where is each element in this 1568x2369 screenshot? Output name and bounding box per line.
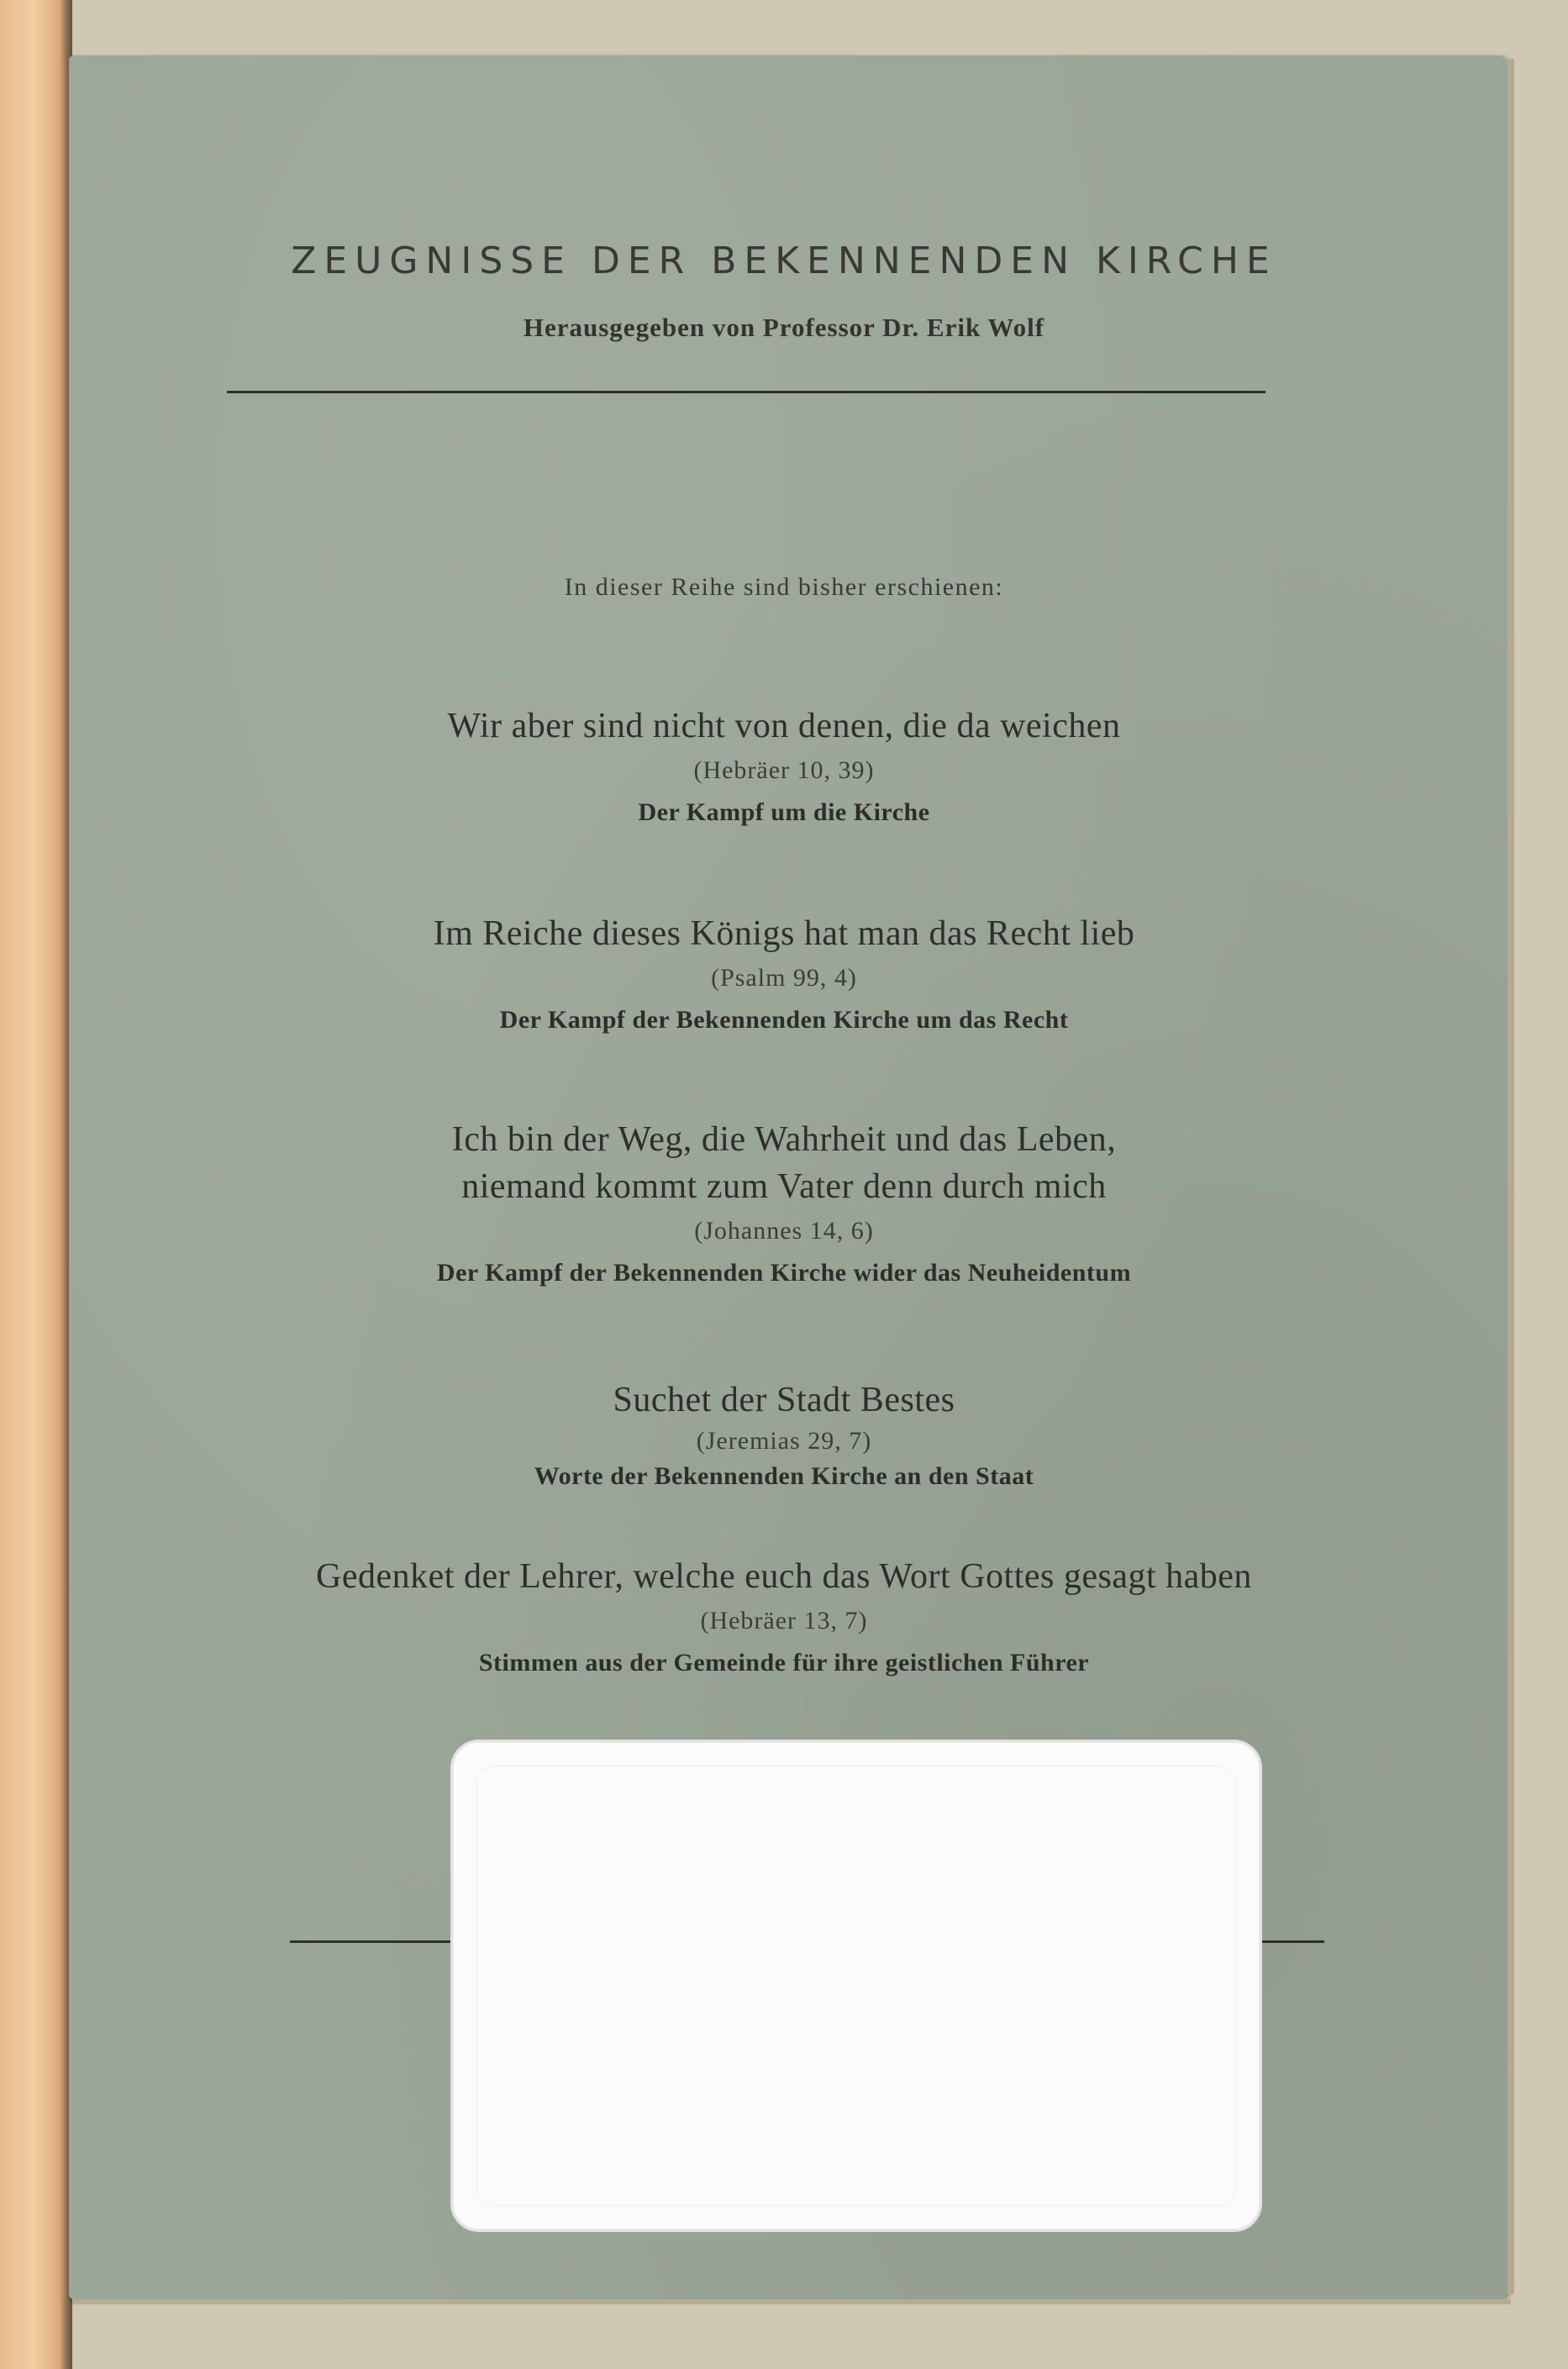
entry-5: [0, 1553, 1568, 1684]
entry-title-line-1: Ich bin der Weg, die Wahrheit und das Leben,: [451, 1120, 1117, 1159]
entry-1: [0, 703, 1568, 834]
entry-4: [0, 1377, 1568, 1494]
bottom-rule-right: [1257, 1940, 1324, 1943]
entry-reference: (Johannes 14, 6): [694, 1217, 874, 1245]
entry-reference: (Jeremias 29, 7): [696, 1427, 872, 1455]
entry-subtitle: Der Kampf um die Kirche: [638, 798, 930, 826]
entry-title: Im Reiche dieses Königs hat man das Recht lieb: [433, 914, 1135, 953]
bottom-rule-left: [290, 1940, 454, 1943]
top-rule: [227, 391, 1265, 393]
entry-subtitle: Der Kampf der Bekennenden Kirche wider das Neuheidentum: [436, 1259, 1132, 1287]
entry-subtitle: Worte der Bekennenden Kirche an den Staat: [534, 1462, 1034, 1490]
series-title: ZEUGNISSE DER BEKENNENDEN KIRCHE: [291, 240, 1277, 282]
label-inner-border: [476, 1766, 1236, 2206]
entry-title: Suchet der Stadt Bestes: [613, 1381, 955, 1419]
entry-title: Gedenket der Lehrer, welche euch das Wort Gottes gesagt haben: [316, 1557, 1252, 1596]
entry-title: Wir aber sind nicht von denen, die da weichen: [447, 707, 1121, 745]
entry-2: [0, 910, 1568, 1041]
entry-reference: (Hebräer 13, 7): [700, 1607, 868, 1635]
entry-reference: (Psalm 99, 4): [711, 964, 857, 992]
entry-subtitle: Stimmen aus der Gemeinde für ihre geistlichen Führer: [478, 1649, 1090, 1677]
entry-reference: (Hebräer 10, 39): [693, 756, 875, 784]
entry-3: [0, 1116, 1568, 1294]
editor-line: Herausgegeben von Professor Dr. Erik Wolf: [523, 313, 1045, 342]
blank-label-window: [450, 1740, 1262, 2232]
intro-text: In dieser Reihe sind bisher erschienen:: [564, 573, 1004, 601]
entry-subtitle: Der Kampf der Bekennenden Kirche um das Recht: [499, 1006, 1069, 1034]
page-edge-bottom: [72, 2299, 1511, 2304]
entry-title-line-2: niemand kommt zum Vater denn durch mich: [461, 1167, 1107, 1206]
